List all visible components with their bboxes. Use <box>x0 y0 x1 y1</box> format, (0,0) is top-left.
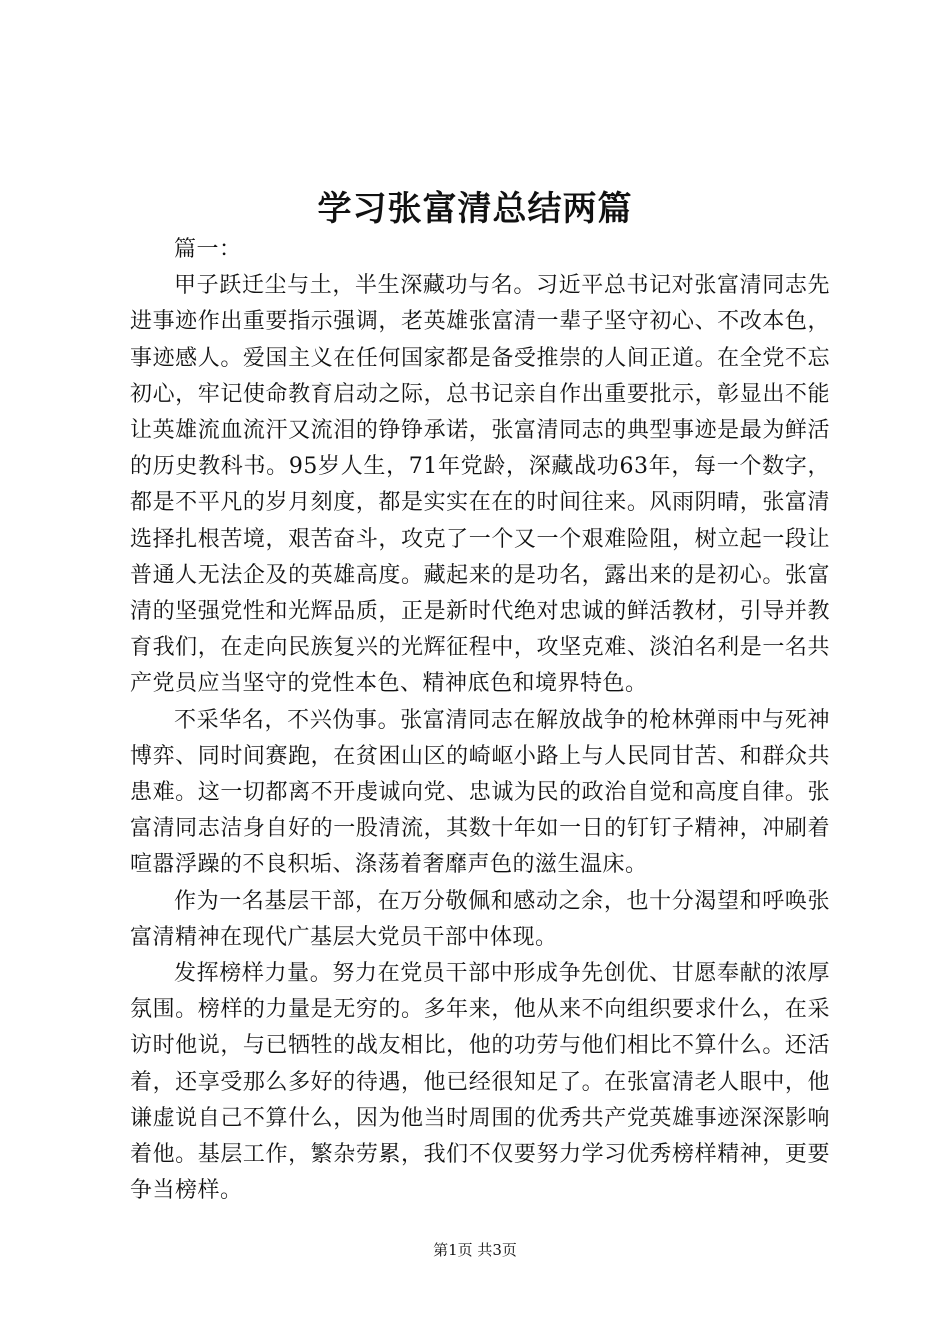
document-title: 学习张富清总结两篇 <box>317 189 633 229</box>
paragraph-1: 甲子跃迁尘与土，半生深藏功与名。习近平总书记对张富清同志先进事迹作出重要指示强调，老英雄张富清一辈子坚守初心、不改本色，事迹感人。爱国主义在任何国家都是备受推崇的人间正道。在全党不忘初心，牢记使命教育启动之际，总书记亲自作出重要批示，彰显出不能让英雄流血流汗又流泪的铮铮承诺，张富清同志的典型事迹是最为鲜活的历史教科书。95岁人生，71年党龄，深藏战功63年，每一个数字，都是不平凡的岁月刻度，都是实实在在的时间往来。风雨阴晴，张富清选择扎根苦境，艰苦奋斗，攻克了一个又一个艰难险阻，树立起一段让普通人无法企及的英雄高度。藏起来的是功名，露出来的是初心。张富清的坚强党性和光辉品质，正是新时代绝对忠诚的鲜活教材，引导并教育我们，在走向民族复兴的光辉征程中，攻坚克难、淡泊名利是一名共产党员应当坚守的党性本色、精神底色和境界特色。 <box>130 273 830 697</box>
document-body <box>130 232 830 1209</box>
section-heading: 篇一： <box>174 237 242 262</box>
paragraph-3: 作为一名基层干部，在万分敬佩和感动之余，也十分渴望和呼唤张富清精神在现代广基层大党员干部中体现。 <box>130 888 830 950</box>
page-footer: 第1页 共3页 <box>433 1241 517 1259</box>
paragraph-2: 不采华名，不兴伪事。张富清同志在解放战争的枪林弹雨中与死神博弈、同时间赛跑，在贫困山区的崎岖小路上与人民同甘苦、和群众共患难。这一切都离不开虔诚向党、忠诚为民的政治自觉和高度自律。张富清同志洁身自好的一股清流，其数十年如一日的钉钉子精神，冲刷着喧嚣浮躁的不良积垢、涤荡着奢靡声色的滋生温床。 <box>130 707 830 878</box>
paragraph-4: 发挥榜样力量。努力在党员干部中形成争先创优、甘愿奉献的浓厚氛围。榜样的力量是无穷的。多年来，他从来不向组织要求什么，在采访时他说，与已牺牲的战友相比，他的功劳与他们相比不算什么。还活着，还享受那么多好的待遇，他已经很知足了。在张富清老人眼中，他谦虚说自己不算什么，因为他当时周围的优秀共产党英雄事迹深深影响着他。基层工作，繁杂劳累，我们不仅要努力学习优秀榜样精神，更要争当榜样。 <box>130 961 830 1204</box>
